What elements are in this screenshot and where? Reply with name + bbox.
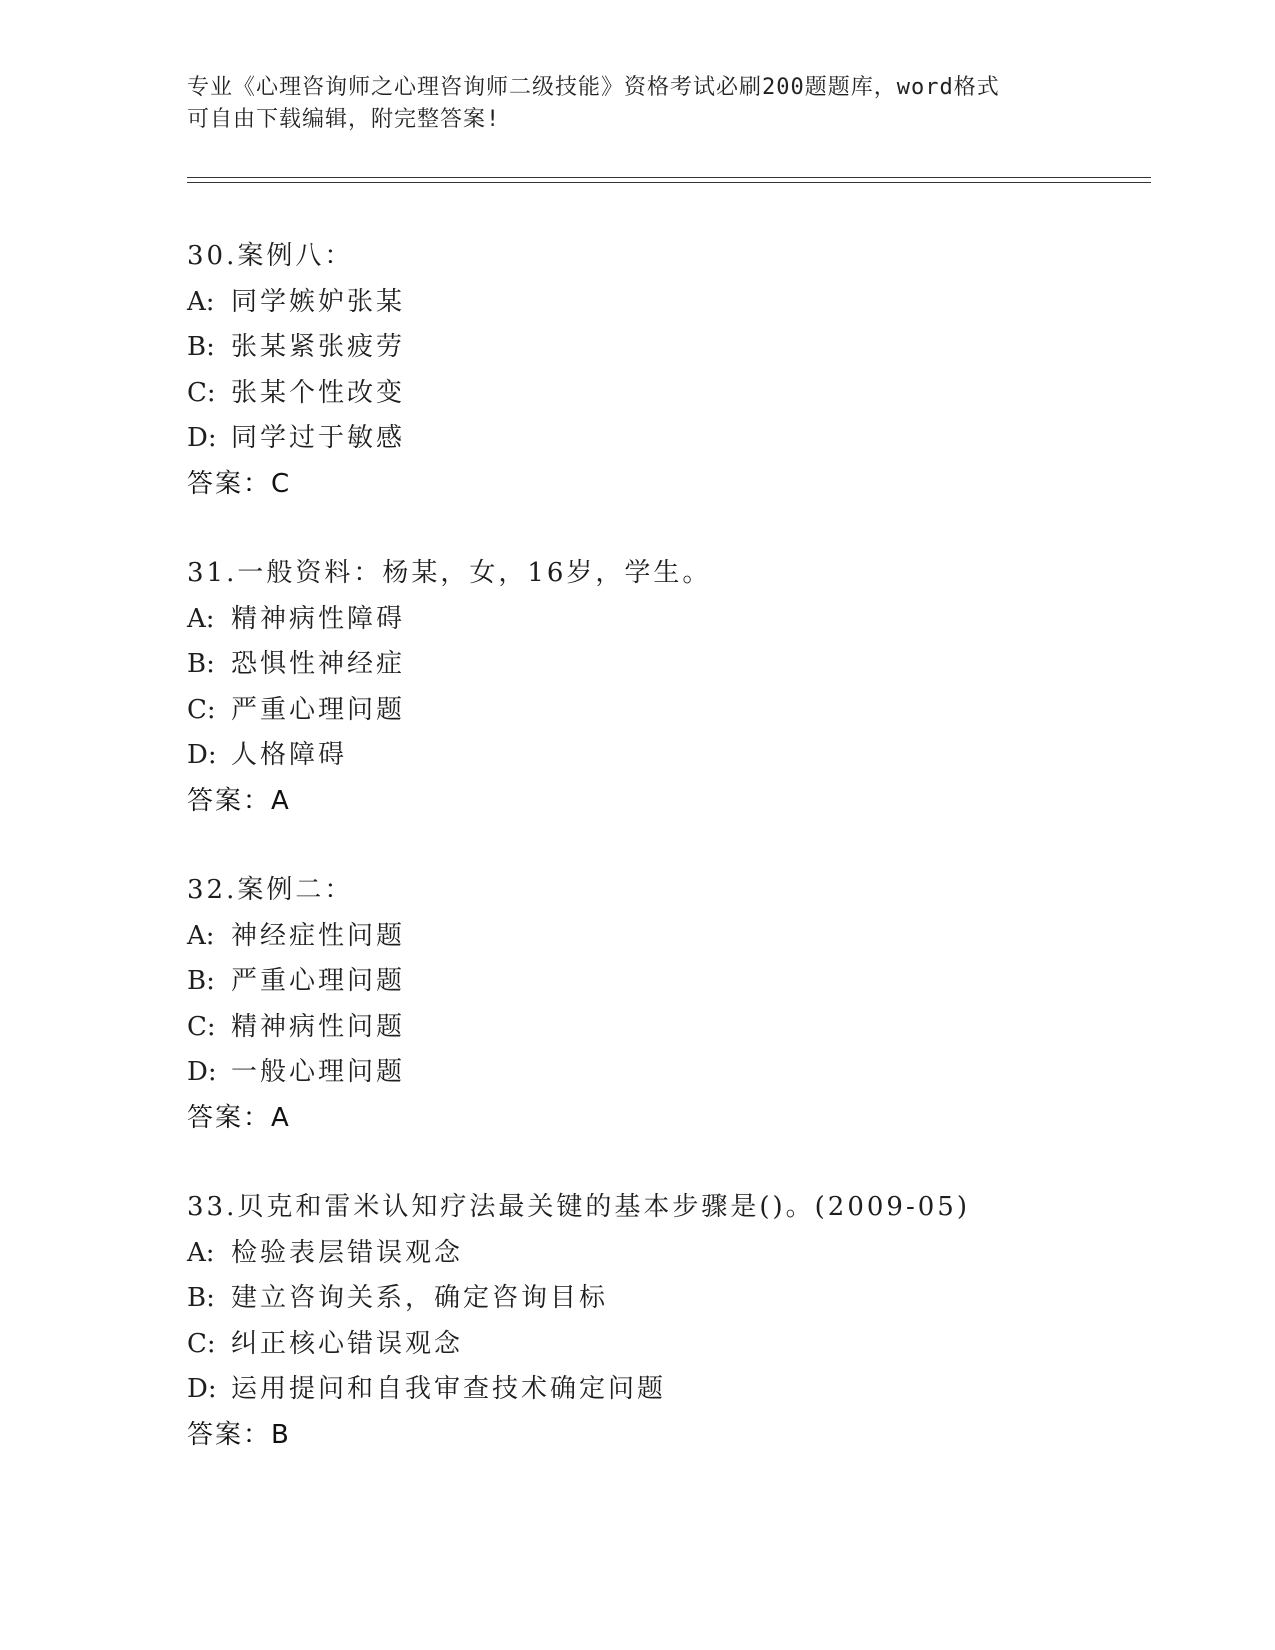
option-letter: A: bbox=[187, 286, 215, 317]
answer-value: B bbox=[271, 1419, 289, 1450]
option-c bbox=[187, 1005, 1167, 1051]
answer-line bbox=[187, 462, 1167, 508]
option-letter: A: bbox=[187, 920, 215, 951]
question-33 bbox=[187, 1185, 1167, 1458]
option-a bbox=[187, 914, 1167, 960]
header-divider-top bbox=[187, 177, 1151, 178]
answer-value: A bbox=[271, 1102, 289, 1133]
option-d bbox=[187, 1367, 1167, 1413]
question-title: 33.贝克和雷米认知疗法最关键的基本步骤是()。(2009-05) bbox=[187, 1192, 970, 1222]
option-text: 纠正核心错误观念 bbox=[231, 1328, 464, 1359]
answer-label: 答案： bbox=[187, 785, 272, 816]
option-text: 严重心理问题 bbox=[231, 694, 406, 725]
option-c bbox=[187, 688, 1167, 734]
option-letter: B: bbox=[187, 966, 215, 996]
option-letter: B: bbox=[187, 1283, 215, 1313]
option-text: 同学过于敏感 bbox=[231, 423, 406, 453]
option-text: 运用提问和自我审查技术确定问题 bbox=[231, 1374, 667, 1404]
option-c bbox=[187, 371, 1167, 417]
option-letter: C: bbox=[187, 694, 216, 725]
option-b bbox=[187, 325, 1167, 371]
question-31 bbox=[187, 551, 1167, 824]
question-list bbox=[187, 234, 1167, 1502]
option-text: 建立咨询关系，确定咨询目标 bbox=[231, 1283, 609, 1313]
option-letter: D: bbox=[187, 423, 217, 453]
option-text: 恐惧性神经症 bbox=[231, 649, 406, 679]
option-text: 精神病性障碍 bbox=[231, 603, 406, 634]
question-title: 30.案例八： bbox=[187, 241, 354, 271]
answer-label: 答案： bbox=[187, 468, 272, 499]
option-letter: C: bbox=[187, 1011, 216, 1042]
option-text: 神经症性问题 bbox=[231, 920, 406, 951]
option-letter: C: bbox=[187, 377, 216, 408]
option-letter: C: bbox=[187, 1328, 216, 1359]
option-d bbox=[187, 733, 1167, 779]
option-a bbox=[187, 1231, 1167, 1277]
option-text: 一般心理问题 bbox=[231, 1057, 406, 1087]
option-text: 同学嫉妒张某 bbox=[231, 286, 406, 317]
answer-label: 答案： bbox=[187, 1419, 272, 1450]
answer-line bbox=[187, 779, 1167, 825]
option-text: 精神病性问题 bbox=[231, 1011, 406, 1042]
question-title: 31.一般资料：杨某，女，16岁，学生。 bbox=[187, 558, 712, 588]
option-letter: D: bbox=[187, 1374, 217, 1404]
option-d bbox=[187, 416, 1167, 462]
answer-label: 答案： bbox=[187, 1102, 272, 1133]
option-letter: B: bbox=[187, 649, 215, 679]
option-letter: A: bbox=[187, 1237, 215, 1268]
question-30 bbox=[187, 234, 1167, 507]
answer-value: A bbox=[271, 785, 289, 816]
option-d bbox=[187, 1050, 1167, 1096]
option-text: 人格障碍 bbox=[231, 740, 348, 770]
option-text: 张某紧张疲劳 bbox=[231, 332, 406, 362]
answer-line bbox=[187, 1413, 1167, 1459]
option-a bbox=[187, 597, 1167, 643]
option-text: 检验表层错误观念 bbox=[231, 1237, 464, 1268]
header-divider-bottom bbox=[187, 182, 1151, 183]
option-letter: B: bbox=[187, 332, 215, 362]
header-line-2: 可自由下载编辑，附完整答案! bbox=[187, 107, 501, 132]
option-a bbox=[187, 280, 1167, 326]
document-header bbox=[187, 72, 1087, 136]
option-text: 张某个性改变 bbox=[231, 377, 406, 408]
option-b bbox=[187, 1276, 1167, 1322]
option-c bbox=[187, 1322, 1167, 1368]
question-32 bbox=[187, 868, 1167, 1141]
option-letter: D: bbox=[187, 1057, 217, 1087]
answer-line bbox=[187, 1096, 1167, 1142]
answer-value: C bbox=[271, 468, 290, 499]
question-title: 32.案例二： bbox=[187, 875, 354, 905]
option-text: 严重心理问题 bbox=[231, 966, 406, 996]
option-letter: A: bbox=[187, 603, 215, 634]
option-b bbox=[187, 642, 1167, 688]
header-line-1: 专业《心理咨询师之心理咨询师二级技能》资格考试必刷200题题库，word格式 bbox=[187, 75, 1000, 100]
option-b bbox=[187, 959, 1167, 1005]
option-letter: D: bbox=[187, 740, 217, 770]
